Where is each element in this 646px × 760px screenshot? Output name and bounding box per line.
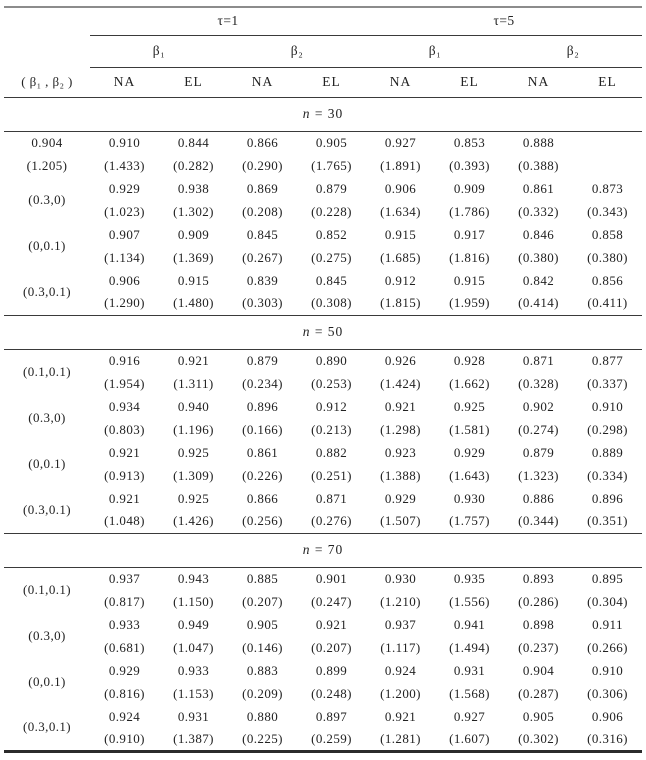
estimate-cell: 0.880 xyxy=(246,708,279,724)
se-cell: (0.411) xyxy=(587,295,628,311)
group-label: (0.3,0.1) xyxy=(22,719,71,735)
section-variable: n xyxy=(302,324,311,339)
se-cell: (0.228) xyxy=(311,203,352,219)
se-cell: (0.308) xyxy=(311,295,352,311)
se-cell: (0.274) xyxy=(518,421,559,437)
se-row xyxy=(4,418,642,441)
estimate-cell: 0.929 xyxy=(453,444,486,460)
estimate-cell: 0.906 xyxy=(384,180,417,196)
se-cell: (0.208) xyxy=(242,203,283,219)
method-header-na: NA xyxy=(228,67,297,97)
estimate-cell: 0.895 xyxy=(591,570,624,586)
estimate-row xyxy=(4,131,642,154)
se-cell: (0.166) xyxy=(242,421,283,437)
se-cell: (1.309) xyxy=(173,467,214,483)
group-label: (0.1,0.1) xyxy=(22,582,71,598)
estimate-cell: 0.935 xyxy=(453,570,486,586)
se-cell: (0.290) xyxy=(242,157,283,173)
estimate-cell: 0.869 xyxy=(246,180,279,196)
se-cell: (1.424) xyxy=(380,375,421,391)
method-header-na: NA xyxy=(366,67,435,97)
estimate-cell: 0.861 xyxy=(246,444,279,460)
se-cell: (0.256) xyxy=(242,513,283,529)
estimate-cell: 0.917 xyxy=(453,226,486,242)
estimate-cell: 0.897 xyxy=(315,708,348,724)
estimate-cell: 0.909 xyxy=(453,180,486,196)
se-cell xyxy=(573,154,642,177)
se-cell: (0.803) xyxy=(104,421,145,437)
estimate-cell: 0.915 xyxy=(384,226,417,242)
se-cell: (1.685) xyxy=(380,249,421,265)
beta2-header: β₂ xyxy=(228,35,366,67)
group-label: (0.3,0.1) xyxy=(22,501,71,517)
section-title-row xyxy=(4,533,642,567)
se-row xyxy=(4,682,642,705)
se-cell: (1.369) xyxy=(173,249,214,265)
se-row xyxy=(4,292,642,315)
estimate-cell: 0.933 xyxy=(108,616,141,632)
estimate-cell: 0.921 xyxy=(108,444,141,460)
se-cell: (1.298) xyxy=(380,421,421,437)
se-cell: (0.266) xyxy=(587,639,628,655)
se-cell: (1.134) xyxy=(104,249,145,265)
group-label: (0.1,0.1) xyxy=(22,364,71,380)
se-cell: (1.117) xyxy=(380,639,421,655)
estimate-cell: 0.921 xyxy=(315,616,348,632)
estimate-cell: 0.912 xyxy=(315,398,348,414)
estimate-cell: 0.925 xyxy=(453,398,486,414)
estimate-row xyxy=(4,223,642,246)
se-cell: (0.286) xyxy=(518,593,559,609)
se-cell: (0.259) xyxy=(311,730,352,746)
se-cell: (0.344) xyxy=(518,513,559,529)
section-variable: n xyxy=(302,106,311,121)
se-cell: (0.298) xyxy=(587,421,628,437)
method-header-na: NA xyxy=(90,67,159,97)
se-cell: (0.910) xyxy=(104,730,145,746)
estimate-cell: 0.916 xyxy=(108,352,141,368)
estimate-cell: 0.930 xyxy=(384,570,417,586)
se-row xyxy=(4,728,642,751)
estimate-cell: 0.845 xyxy=(315,272,348,288)
se-cell: (1.323) xyxy=(518,467,559,483)
se-cell: (0.234) xyxy=(242,375,283,391)
estimate-cell: 0.930 xyxy=(453,490,486,506)
estimate-cell: 0.889 xyxy=(591,444,624,460)
se-cell: (1.607) xyxy=(449,730,490,746)
estimate-row xyxy=(4,705,642,728)
row-label-header: ( β₁ , β₂ ) xyxy=(4,7,90,97)
se-cell: (1.023) xyxy=(104,203,145,219)
se-cell: (1.757) xyxy=(449,513,490,529)
method-header-el: EL xyxy=(297,67,366,97)
se-cell: (1.426) xyxy=(173,513,214,529)
estimate-cell: 0.871 xyxy=(315,490,348,506)
tau-1-header: τ=1 xyxy=(90,7,366,35)
se-cell: (0.414) xyxy=(518,295,559,311)
estimate-cell: 0.943 xyxy=(177,570,210,586)
section-title: n = 70 xyxy=(4,533,642,567)
se-cell: (0.207) xyxy=(311,639,352,655)
se-cell: (1.959) xyxy=(449,295,490,311)
se-row xyxy=(4,372,642,395)
group-label: (0.3,0) xyxy=(28,410,66,425)
group-label: (0.3,0.1) xyxy=(22,283,71,299)
se-cell: (1.200) xyxy=(380,685,421,701)
estimate-cell: 0.910 xyxy=(591,398,624,414)
se-cell: (0.209) xyxy=(242,685,283,701)
method-header-el: EL xyxy=(435,67,504,97)
se-cell: (0.248) xyxy=(311,685,352,701)
se-cell: (1.480) xyxy=(173,295,214,311)
estimate-cell: 0.846 xyxy=(522,226,555,242)
estimate-cell: 0.906 xyxy=(108,272,141,288)
estimate-cell: 0.924 xyxy=(384,662,417,678)
group-label: (0,0.1) xyxy=(28,674,66,689)
estimate-cell: 0.911 xyxy=(592,616,623,632)
estimate-cell: 0.931 xyxy=(453,662,486,678)
estimate-cell: 0.877 xyxy=(591,352,624,368)
estimate-cell: 0.899 xyxy=(315,662,348,678)
estimate-cell: 0.921 xyxy=(384,708,417,724)
se-cell: (0.306) xyxy=(587,685,628,701)
se-cell: (0.146) xyxy=(242,639,283,655)
se-cell: (1.048) xyxy=(104,513,145,529)
se-cell: (0.207) xyxy=(242,593,283,609)
se-cell: (0.388) xyxy=(518,157,559,173)
estimate-cell: 0.927 xyxy=(384,134,417,150)
estimate-cell: 0.888 xyxy=(522,134,555,150)
estimate-cell: 0.940 xyxy=(177,398,210,414)
se-cell: (1.581) xyxy=(449,421,490,437)
estimate-cell: 0.921 xyxy=(177,352,210,368)
se-cell: (0.226) xyxy=(242,467,283,483)
estimate-cell: 0.845 xyxy=(246,226,279,242)
estimate-cell: 0.905 xyxy=(522,708,555,724)
se-cell: (0.287) xyxy=(518,685,559,701)
estimate-cell: 0.915 xyxy=(177,272,210,288)
estimate-cell: 0.929 xyxy=(384,490,417,506)
se-cell: (0.343) xyxy=(587,203,628,219)
estimate-cell: 0.934 xyxy=(108,398,141,414)
estimate-cell: 0.883 xyxy=(246,662,279,678)
se-cell: (0.213) xyxy=(311,421,352,437)
se-cell: (1.507) xyxy=(380,513,421,529)
estimate-cell: 0.926 xyxy=(384,352,417,368)
section-variable: n xyxy=(302,542,311,557)
beta1-header: β₁ xyxy=(90,35,228,67)
se-cell: (1.494) xyxy=(449,639,490,655)
se-cell: (0.351) xyxy=(587,513,628,529)
estimate-row xyxy=(4,613,642,636)
estimate-cell: 0.921 xyxy=(384,398,417,414)
estimate-cell: 0.938 xyxy=(177,180,210,196)
estimate-cell: 0.852 xyxy=(315,226,348,242)
estimate-cell: 0.949 xyxy=(177,616,210,632)
estimate-cell: 0.842 xyxy=(522,272,555,288)
se-cell: (0.681) xyxy=(104,639,145,655)
estimate-cell: 0.924 xyxy=(108,708,141,724)
estimate-row xyxy=(4,177,642,200)
section-title: n = 50 xyxy=(4,315,642,349)
estimate-cell: 0.902 xyxy=(522,398,555,414)
group-label-line1: 0.904 xyxy=(31,134,63,150)
estimate-row xyxy=(4,441,642,464)
se-cell: (1.196) xyxy=(173,421,214,437)
group-label-line2: (1.205) xyxy=(26,157,68,173)
se-cell: (1.302) xyxy=(173,203,214,219)
estimate-cell: 0.879 xyxy=(522,444,555,460)
se-cell: (0.303) xyxy=(242,295,283,311)
estimate-row xyxy=(4,659,642,682)
se-cell: (0.275) xyxy=(311,249,352,265)
estimate-cell: 0.896 xyxy=(591,490,624,506)
se-row xyxy=(4,590,642,613)
estimate-cell: 0.844 xyxy=(177,134,210,150)
se-cell: (0.304) xyxy=(587,593,628,609)
estimate-cell: 0.927 xyxy=(453,708,486,724)
estimate-cell: 0.928 xyxy=(453,352,486,368)
estimate-cell: 0.912 xyxy=(384,272,417,288)
header-row-tau xyxy=(4,7,642,35)
section-title: n = 30 xyxy=(4,97,642,131)
estimate-cell: 0.906 xyxy=(591,708,624,724)
estimate-cell: 0.879 xyxy=(246,352,279,368)
se-cell: (0.334) xyxy=(587,467,628,483)
estimate-cell: 0.941 xyxy=(453,616,486,632)
se-cell: (1.643) xyxy=(449,467,490,483)
se-cell: (1.311) xyxy=(173,375,214,391)
results-table xyxy=(4,6,642,753)
se-cell: (1.815) xyxy=(380,295,421,311)
estimate-cell: 0.901 xyxy=(315,570,348,586)
estimate-cell: 0.866 xyxy=(246,134,279,150)
se-cell: (1.388) xyxy=(380,467,421,483)
table-body xyxy=(4,97,642,751)
estimate-cell: 0.853 xyxy=(453,134,486,150)
estimate-cell: 0.890 xyxy=(315,352,348,368)
estimate-cell: 0.925 xyxy=(177,490,210,506)
se-cell: (1.281) xyxy=(380,730,421,746)
se-cell: (1.153) xyxy=(173,685,214,701)
group-label: (0.3,0) xyxy=(28,192,66,207)
estimate-cell: 0.921 xyxy=(108,490,141,506)
se-cell: (0.267) xyxy=(242,249,283,265)
se-cell: (1.290) xyxy=(104,295,145,311)
se-cell: (0.337) xyxy=(587,375,628,391)
estimate-cell: 0.929 xyxy=(108,662,141,678)
estimate-cell: 0.856 xyxy=(591,272,624,288)
beta1-header: β₁ xyxy=(366,35,504,67)
estimate-cell: 0.882 xyxy=(315,444,348,460)
group-label: (0.3,0) xyxy=(28,628,66,643)
se-cell: (0.393) xyxy=(449,157,490,173)
estimate-cell: 0.931 xyxy=(177,708,210,724)
se-row xyxy=(4,636,642,659)
estimate-row xyxy=(4,567,642,590)
se-cell: (1.387) xyxy=(173,730,214,746)
se-cell: (0.328) xyxy=(518,375,559,391)
estimate-cell: 0.885 xyxy=(246,570,279,586)
estimate-cell xyxy=(573,131,642,154)
estimate-row xyxy=(4,487,642,510)
se-cell: (1.150) xyxy=(173,593,214,609)
estimate-row xyxy=(4,269,642,292)
estimate-cell: 0.873 xyxy=(591,180,624,196)
estimate-cell: 0.905 xyxy=(315,134,348,150)
se-cell: (0.253) xyxy=(311,375,352,391)
se-cell: (0.913) xyxy=(104,467,145,483)
se-cell: (0.276) xyxy=(311,513,352,529)
se-cell: (0.332) xyxy=(518,203,559,219)
estimate-cell: 0.893 xyxy=(522,570,555,586)
estimate-cell: 0.915 xyxy=(453,272,486,288)
se-cell: (0.225) xyxy=(242,730,283,746)
se-cell: (1.891) xyxy=(380,157,421,173)
estimate-cell: 0.896 xyxy=(246,398,279,414)
se-cell: (0.282) xyxy=(173,157,214,173)
estimate-cell: 0.923 xyxy=(384,444,417,460)
se-cell: (0.237) xyxy=(518,639,559,655)
estimate-cell: 0.839 xyxy=(246,272,279,288)
estimate-cell: 0.905 xyxy=(246,616,279,632)
se-cell: (1.634) xyxy=(380,203,421,219)
estimate-cell: 0.861 xyxy=(522,180,555,196)
se-cell: (1.433) xyxy=(104,157,145,173)
estimate-cell: 0.929 xyxy=(108,180,141,196)
estimate-cell: 0.871 xyxy=(522,352,555,368)
estimate-cell: 0.858 xyxy=(591,226,624,242)
estimate-cell: 0.937 xyxy=(384,616,417,632)
estimate-cell: 0.910 xyxy=(108,134,141,150)
method-header-na: NA xyxy=(504,67,573,97)
se-cell: (0.251) xyxy=(311,467,352,483)
tau-5-header: τ=5 xyxy=(366,7,642,35)
se-cell: (0.817) xyxy=(104,593,145,609)
section-title-row xyxy=(4,97,642,131)
group-label: (0,0.1) xyxy=(28,238,66,253)
se-cell: (0.316) xyxy=(587,730,628,746)
se-row xyxy=(4,200,642,223)
se-cell: (1.816) xyxy=(449,249,490,265)
se-cell: (0.380) xyxy=(587,249,628,265)
estimate-cell: 0.866 xyxy=(246,490,279,506)
estimate-cell: 0.937 xyxy=(108,570,141,586)
estimate-cell: 0.898 xyxy=(522,616,555,632)
beta2-header: β₂ xyxy=(504,35,642,67)
estimate-cell: 0.910 xyxy=(591,662,624,678)
se-row xyxy=(4,154,642,177)
header-row-beta xyxy=(4,35,642,67)
estimate-cell: 0.886 xyxy=(522,490,555,506)
section-title-row xyxy=(4,315,642,349)
group-label: (0,0.1) xyxy=(28,456,66,471)
estimate-cell: 0.904 xyxy=(522,662,555,678)
se-cell: (1.556) xyxy=(449,593,490,609)
method-header-el: EL xyxy=(159,67,228,97)
se-row xyxy=(4,246,642,269)
header-row-method xyxy=(4,67,642,97)
estimate-cell: 0.907 xyxy=(108,226,141,242)
se-cell: (1.954) xyxy=(104,375,145,391)
se-cell: (1.568) xyxy=(449,685,490,701)
se-cell: (1.047) xyxy=(173,639,214,655)
estimate-cell: 0.879 xyxy=(315,180,348,196)
se-cell: (0.247) xyxy=(311,593,352,609)
se-row xyxy=(4,464,642,487)
se-cell: (0.380) xyxy=(518,249,559,265)
estimate-cell: 0.933 xyxy=(177,662,210,678)
se-cell: (1.765) xyxy=(311,157,352,173)
se-cell: (1.210) xyxy=(380,593,421,609)
method-header-el: EL xyxy=(573,67,642,97)
estimate-row xyxy=(4,395,642,418)
se-cell: (1.786) xyxy=(449,203,490,219)
table-header xyxy=(4,7,642,97)
se-cell: (0.302) xyxy=(518,730,559,746)
se-row xyxy=(4,510,642,533)
estimate-cell: 0.925 xyxy=(177,444,210,460)
estimate-row xyxy=(4,349,642,372)
se-cell: (1.662) xyxy=(449,375,490,391)
estimate-cell: 0.909 xyxy=(177,226,210,242)
se-cell: (0.816) xyxy=(104,685,145,701)
